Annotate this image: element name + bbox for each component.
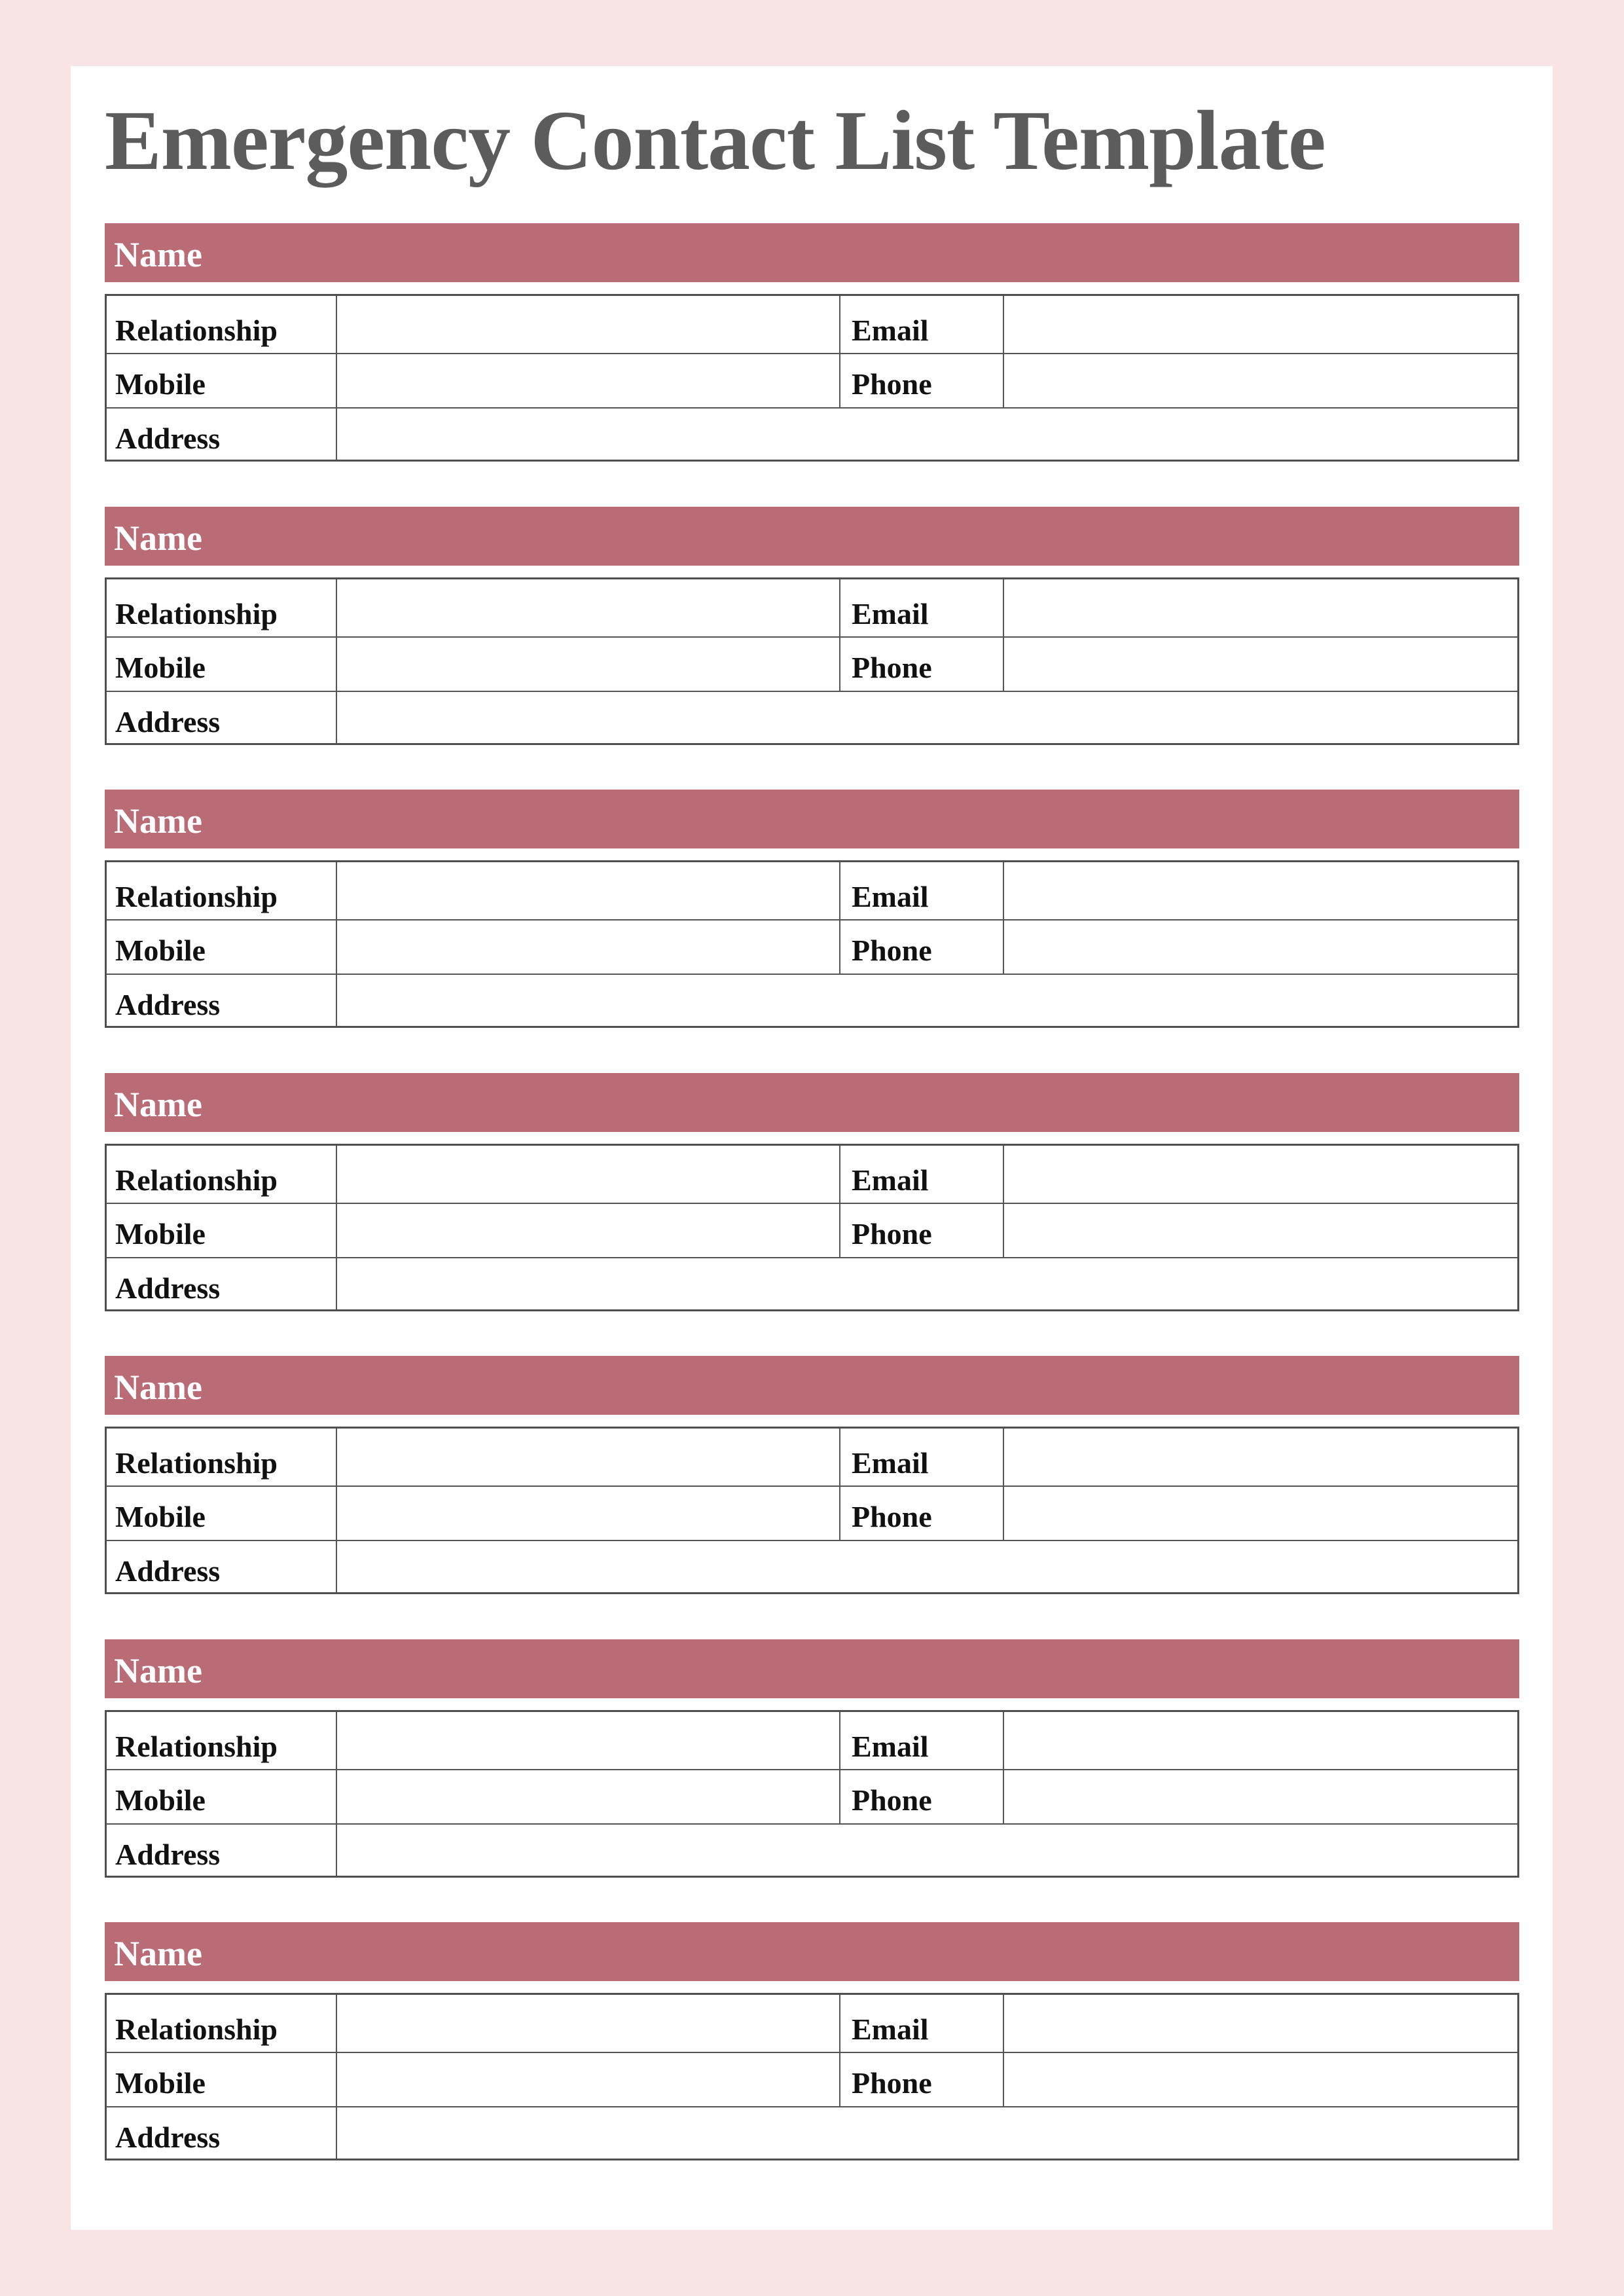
column-divider xyxy=(839,579,840,691)
contact-name-bar[interactable] xyxy=(105,1356,1519,1415)
column-divider xyxy=(839,1429,840,1540)
address-field[interactable] xyxy=(337,975,1517,1026)
column-divider xyxy=(336,1712,337,1876)
email-field[interactable] xyxy=(1004,579,1517,637)
contact-block xyxy=(105,507,1519,745)
email-field[interactable] xyxy=(1004,862,1517,920)
mobile-field[interactable] xyxy=(337,2053,839,2106)
address-field[interactable] xyxy=(337,1258,1517,1309)
email-field[interactable] xyxy=(1004,1995,1517,2052)
column-divider xyxy=(336,1146,337,1309)
column-divider xyxy=(839,1712,840,1824)
contact-name-label: Name xyxy=(114,1084,202,1124)
address-field[interactable] xyxy=(337,1541,1517,1592)
column-divider xyxy=(839,1146,840,1258)
relationship-field[interactable] xyxy=(337,1429,839,1486)
contact-name-label: Name xyxy=(114,518,202,558)
phone-field[interactable] xyxy=(1004,2053,1517,2106)
address-label: Address xyxy=(115,1554,221,1588)
phone-label: Phone xyxy=(852,367,932,401)
mobile-label: Mobile xyxy=(115,650,206,684)
phone-field[interactable] xyxy=(1004,920,1517,974)
column-divider xyxy=(336,862,337,1026)
contact-name-label: Name xyxy=(114,1934,202,1973)
email-label: Email xyxy=(852,1163,929,1197)
relationship-label: Relationship xyxy=(115,2013,278,2046)
contact-name-label: Name xyxy=(114,801,202,841)
email-label: Email xyxy=(852,880,929,913)
contact-name-bar[interactable] xyxy=(105,1922,1519,1981)
email-label: Email xyxy=(852,2013,929,2046)
column-divider xyxy=(839,862,840,974)
contact-name-bar[interactable] xyxy=(105,1639,1519,1698)
address-field[interactable] xyxy=(337,1825,1517,1876)
mobile-label: Mobile xyxy=(115,1500,206,1533)
relationship-field[interactable] xyxy=(337,296,839,354)
contact-name-label: Name xyxy=(114,1368,202,1407)
email-field[interactable] xyxy=(1004,1146,1517,1203)
relationship-label: Relationship xyxy=(115,880,278,913)
address-field[interactable] xyxy=(337,409,1517,460)
relationship-label: Relationship xyxy=(115,314,278,347)
phone-field[interactable] xyxy=(1004,638,1517,691)
phone-field[interactable] xyxy=(1004,1487,1517,1540)
column-divider xyxy=(1003,862,1004,974)
email-field[interactable] xyxy=(1004,1429,1517,1486)
relationship-label: Relationship xyxy=(115,1446,278,1480)
address-label: Address xyxy=(115,988,221,1021)
contact-details-table xyxy=(105,1144,1519,1311)
relationship-label: Relationship xyxy=(115,1729,278,1763)
address-label: Address xyxy=(115,2121,221,2154)
phone-label: Phone xyxy=(852,650,932,684)
page-title: Emergency Contact List Template xyxy=(105,94,1326,188)
mobile-field[interactable] xyxy=(337,638,839,691)
contact-name-label: Name xyxy=(114,1650,202,1690)
column-divider xyxy=(336,296,337,460)
phone-field[interactable] xyxy=(1004,1770,1517,1823)
contact-name-label: Name xyxy=(114,235,202,274)
column-divider xyxy=(1003,1712,1004,1824)
contact-details-table xyxy=(105,294,1519,462)
contact-details-table xyxy=(105,577,1519,745)
column-divider xyxy=(1003,296,1004,408)
relationship-label: Relationship xyxy=(115,596,278,630)
column-divider xyxy=(839,1995,840,2107)
address-field[interactable] xyxy=(337,692,1517,743)
mobile-label: Mobile xyxy=(115,1783,206,1817)
column-divider xyxy=(336,1995,337,2159)
contact-name-bar[interactable] xyxy=(105,790,1519,848)
contact-block xyxy=(105,1356,1519,1594)
email-label: Email xyxy=(852,1729,929,1763)
address-field[interactable] xyxy=(337,2107,1517,2159)
contact-details-table xyxy=(105,1993,1519,2160)
contact-block xyxy=(105,223,1519,462)
contact-name-bar[interactable] xyxy=(105,507,1519,566)
phone-label: Phone xyxy=(852,934,932,967)
email-field[interactable] xyxy=(1004,296,1517,354)
phone-field[interactable] xyxy=(1004,354,1517,407)
email-label: Email xyxy=(852,596,929,630)
column-divider xyxy=(336,1429,337,1592)
column-divider xyxy=(1003,579,1004,691)
mobile-field[interactable] xyxy=(337,920,839,974)
contact-details-table xyxy=(105,860,1519,1028)
column-divider xyxy=(839,296,840,408)
contact-block xyxy=(105,790,1519,1028)
phone-field[interactable] xyxy=(1004,1204,1517,1257)
mobile-label: Mobile xyxy=(115,2066,206,2100)
address-label: Address xyxy=(115,704,221,738)
relationship-field[interactable] xyxy=(337,1146,839,1203)
relationship-field[interactable] xyxy=(337,1995,839,2052)
mobile-field[interactable] xyxy=(337,354,839,407)
phone-label: Phone xyxy=(852,2066,932,2100)
column-divider xyxy=(336,579,337,743)
column-divider xyxy=(1003,1146,1004,1258)
contact-name-bar[interactable] xyxy=(105,223,1519,282)
contact-name-bar[interactable] xyxy=(105,1073,1519,1132)
mobile-label: Mobile xyxy=(115,367,206,401)
mobile-field[interactable] xyxy=(337,1770,839,1823)
contact-block xyxy=(105,1922,1519,2160)
relationship-field[interactable] xyxy=(337,1712,839,1770)
mobile-label: Mobile xyxy=(115,934,206,967)
address-label: Address xyxy=(115,1271,221,1305)
email-label: Email xyxy=(852,1446,929,1480)
contact-details-table xyxy=(105,1427,1519,1594)
column-divider xyxy=(1003,1995,1004,2107)
column-divider xyxy=(1003,1429,1004,1540)
phone-label: Phone xyxy=(852,1500,932,1533)
relationship-field[interactable] xyxy=(337,862,839,920)
phone-label: Phone xyxy=(852,1783,932,1817)
contact-block xyxy=(105,1073,1519,1311)
mobile-field[interactable] xyxy=(337,1204,839,1257)
contact-block xyxy=(105,1639,1519,1878)
contact-details-table xyxy=(105,1710,1519,1878)
address-label: Address xyxy=(115,1837,221,1871)
relationship-field[interactable] xyxy=(337,579,839,637)
email-label: Email xyxy=(852,314,929,347)
mobile-field[interactable] xyxy=(337,1487,839,1540)
phone-label: Phone xyxy=(852,1216,932,1250)
mobile-label: Mobile xyxy=(115,1216,206,1250)
email-field[interactable] xyxy=(1004,1712,1517,1770)
relationship-label: Relationship xyxy=(115,1163,278,1197)
address-label: Address xyxy=(115,422,221,455)
